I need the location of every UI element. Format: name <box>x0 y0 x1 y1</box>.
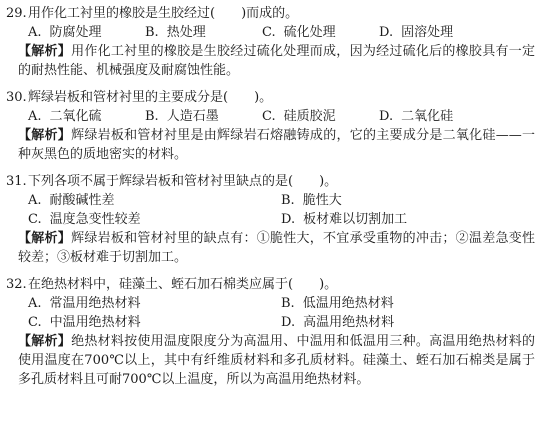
question-31 <box>6 172 535 267</box>
option-key: B. <box>145 109 159 124</box>
option-text: 温度急变性较差 <box>49 212 141 227</box>
option-key: A. <box>28 193 42 208</box>
option-key: B. <box>145 25 159 40</box>
options-row <box>6 210 535 229</box>
question-29 <box>6 4 535 80</box>
question-stem <box>6 88 535 107</box>
explanation <box>6 332 535 389</box>
explanation-tag: 【解析】 <box>18 231 72 246</box>
options-row <box>6 107 535 126</box>
explanation <box>6 229 535 267</box>
option-key: B. <box>281 296 295 311</box>
option-c <box>28 210 281 229</box>
explanation-text: 辉绿岩板和管材衬里的缺点有：①脆性大，不宜承受重物的冲击；②温差急变性较差；③板材难于切割加工。 <box>18 231 535 265</box>
option-a <box>28 23 145 42</box>
option-text: 高温用绝热材料 <box>303 315 395 330</box>
question-number: 29. <box>6 6 27 21</box>
question-number: 30. <box>6 90 27 105</box>
option-text: 固溶处理 <box>401 25 454 40</box>
option-a <box>28 107 145 126</box>
explanation <box>6 126 535 164</box>
option-text: 硫化处理 <box>283 25 336 40</box>
option-text: 热处理 <box>166 25 206 40</box>
option-b <box>145 107 262 126</box>
option-text: 二氧化硫 <box>49 109 102 124</box>
option-text: 低温用绝热材料 <box>302 296 394 311</box>
option-d <box>379 107 453 126</box>
question-text: 下列各项不属于辉绿岩板和管材衬里缺点的是( )。 <box>28 174 338 189</box>
question-text: 在绝热材料中，硅藻土、蛭石加石棉类应属于( )。 <box>28 277 338 292</box>
explanation-text: 绝热材料按使用温度限度分为高温用、中温用和低温用三种。高温用绝热材料的使用温度在700℃以上，其中有纤维质材料和多孔质材料。硅藻土、蛭石加石棉类是属于多孔质材料且可耐700℃以上温度，所以为高温用绝热材料。 <box>18 334 535 387</box>
option-b <box>281 294 534 313</box>
option-d <box>281 313 534 332</box>
option-text: 人造石墨 <box>166 109 219 124</box>
option-b <box>281 191 534 210</box>
option-key: A. <box>28 109 42 124</box>
option-d <box>281 210 534 229</box>
option-text: 耐酸碱性差 <box>49 193 115 208</box>
option-key: C. <box>28 212 42 227</box>
question-stem <box>6 4 535 23</box>
option-text: 硅质胶泥 <box>283 109 336 124</box>
question-stem <box>6 172 535 191</box>
option-text: 板材难以切割加工 <box>303 212 408 227</box>
question-32 <box>6 275 535 389</box>
explanation-tag: 【解析】 <box>18 128 72 143</box>
option-text: 常温用绝热材料 <box>49 296 141 311</box>
question-text: 用作化工衬里的橡胶是生胶经过( )而成的。 <box>28 6 299 21</box>
explanation-text: 用作化工衬里的橡胶是生胶经过硫化处理而成，因为经过硫化后的橡胶具有一定的耐热性能、机械强度及耐腐蚀性能。 <box>18 44 535 78</box>
option-key: A. <box>28 296 42 311</box>
explanation-tag: 【解析】 <box>18 334 72 349</box>
question-text: 辉绿岩板和管材衬里的主要成分是( )。 <box>28 90 273 105</box>
options-row <box>6 191 535 210</box>
question-number: 32. <box>6 277 27 292</box>
option-text: 脆性大 <box>302 193 342 208</box>
question-30 <box>6 88 535 164</box>
option-a <box>28 294 281 313</box>
option-c <box>262 23 379 42</box>
option-c <box>262 107 379 126</box>
option-c <box>28 313 281 332</box>
option-key: D. <box>379 25 394 40</box>
option-text: 二氧化硅 <box>401 109 454 124</box>
options-row <box>6 23 535 42</box>
options-row <box>6 313 535 332</box>
option-text: 中温用绝热材料 <box>49 315 141 330</box>
options-row <box>6 294 535 313</box>
option-key: D. <box>379 109 394 124</box>
option-key: D. <box>281 212 296 227</box>
explanation <box>6 42 535 80</box>
option-key: C. <box>28 315 42 330</box>
option-a <box>28 191 281 210</box>
option-key: B. <box>281 193 295 208</box>
option-key: C. <box>262 109 276 124</box>
option-d <box>379 23 453 42</box>
option-key: A. <box>28 25 42 40</box>
explanation-text: 辉绿岩板和管材衬里是由辉绿岩石熔融铸成的，它的主要成分是二氧化硅——一种灰黑色的质地密实的材料。 <box>18 128 535 162</box>
option-key: C. <box>262 25 276 40</box>
explanation-tag: 【解析】 <box>18 44 72 59</box>
option-b <box>145 23 262 42</box>
option-key: D. <box>281 315 296 330</box>
option-text: 防腐处理 <box>49 25 102 40</box>
question-number: 31. <box>6 174 27 189</box>
question-stem <box>6 275 535 294</box>
